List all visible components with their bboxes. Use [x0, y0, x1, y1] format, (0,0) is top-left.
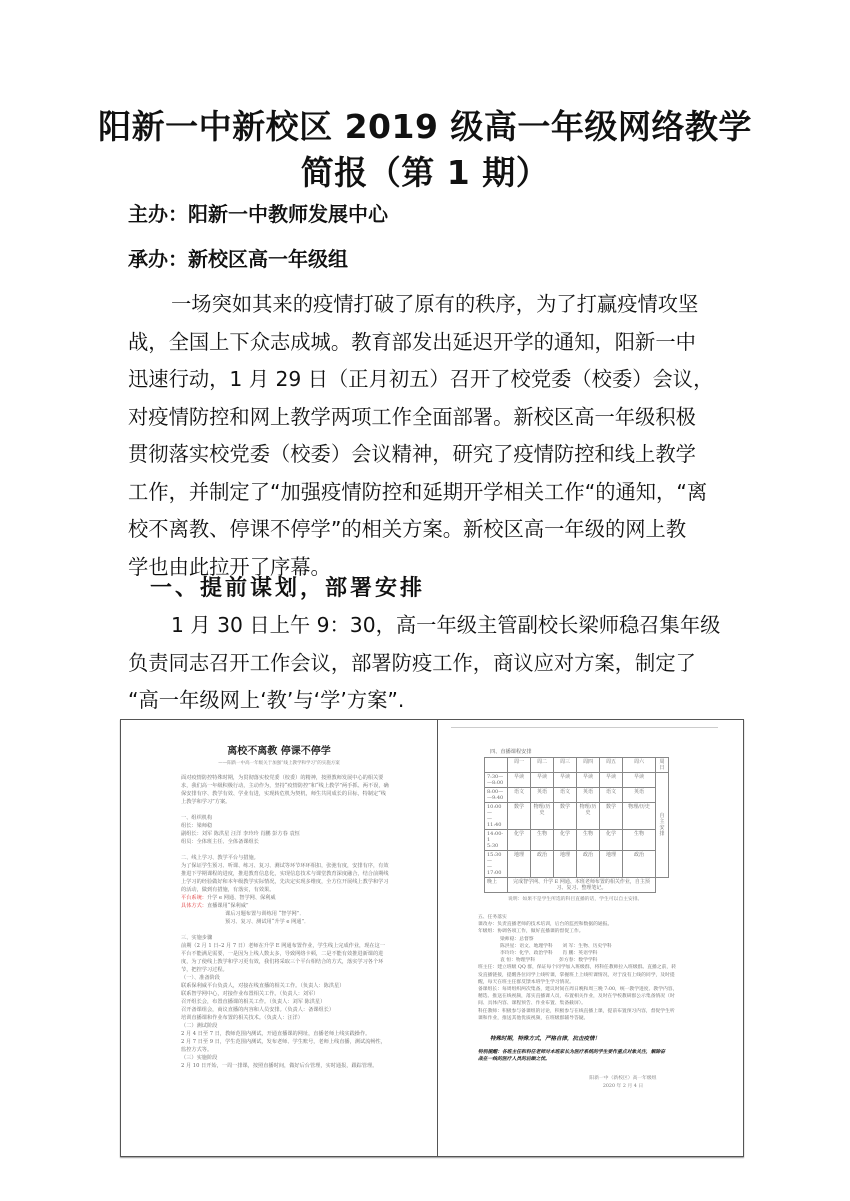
plan-intro: 面对疫情防控特殊时期，为贯彻落实校党委（校委）的精神，按照教师发展中心的相关要求，我们高一年级积极行动，主动作为，坚持“疫情防控”和“线上教学”两手抓、两不误，确保安排有序、教学有效、学业有进，实现转危机为契机，师生共同成长的目标，特制定“线上教学和学习”方案。 — [181, 775, 389, 805]
task-line: 科任教师：积极参与备课组的讨论，积极参与在线直播上课，提前布置预习内容，督促学生听课和作业，推送其他优质视频，在班级群辅导答疑。 — [478, 1008, 675, 1021]
schedule-evening-row — [485, 878, 669, 893]
platform-text: 为了保证学生预习、听课、练习、复习、测试等环节环环相扣，张弛有度，安排有序，有效推进下学期课程的进度，推进教育信息化，实现信息技术与课堂教育深度融合，结合前期线上学习的经验做好和本年级教学实际情况，先决定实现多维度，全方位开展线上教学和学习的活动，做到有措施，有落实，有效果。 — [181, 863, 389, 893]
header-cell: 周三 — [554, 758, 577, 773]
schedule-cell: 生物 — [531, 830, 554, 851]
task-line: 袁 恒：物理学科 彭方春：数学学科 — [500, 958, 598, 964]
section-1-paragraph — [128, 607, 724, 720]
schedule-note: 说明：如果不是学生所选的科目直播的话，学生可以自主安排。 — [508, 897, 643, 902]
schedule-heading: 四、直播课程安排 — [490, 749, 532, 755]
header-cell: 周日 — [656, 758, 669, 773]
stage-2-line: 2 月 4 日至 7 日，教师范围内测试，开通直播课的网址，直播老师上线实践操作。 — [181, 1031, 371, 1037]
co-organizer: 承办：新校区高一年级组 — [128, 247, 348, 271]
task-line: 陈洪星：语文、地理学科 刘 军：生物、历史学科 — [500, 943, 612, 949]
schedule-cell: 化学 — [508, 830, 531, 851]
intro-line: 对疫情防控和网上教学两项工作全面部署。新校区高一年级积极 — [128, 404, 696, 429]
schedule-table — [484, 757, 669, 893]
schedule-cell: 早读 — [623, 773, 656, 788]
org-heading: 一、组织机构 — [181, 815, 213, 821]
stage-3-heading: （三）实施阶段 — [181, 1055, 218, 1061]
schedule-cell: 物理/历史 — [623, 803, 656, 830]
schedule-cell: 地理 — [600, 851, 623, 878]
schedule-cell: 化学 — [600, 830, 623, 851]
page-divider — [451, 727, 718, 728]
stage-1-line: 联系保利威平台负责人，对接在线直播的相关工作。（负责人：陈洪星） — [181, 983, 345, 989]
schedule-cell: 政治 — [531, 851, 554, 878]
plan-document-image — [121, 720, 438, 1156]
header-cell: 周六 — [623, 758, 656, 773]
signature-date: 2020 年 2 月 4 日 — [602, 1084, 644, 1090]
schedule-cell: 数学 — [554, 803, 577, 830]
org-line: 组长：梁师稳 — [181, 823, 213, 829]
evening-label: 晚上 — [485, 878, 508, 893]
task-line: 李玲玲：化学、政治学科 肖 鹏：英语学科 — [500, 951, 598, 957]
schedule-cell: 英语 — [577, 788, 600, 803]
sunday-cell: 自主安排 — [656, 773, 669, 878]
steps-heading: 三、实施步骤 — [181, 935, 213, 941]
time-cell: 15:30— —17:00 — [485, 851, 508, 878]
signature: 阳新一中（新校区）高一年级组 — [589, 1076, 657, 1082]
intro-line: 校不离教、停课不停学”的相关方案。新校区高一年级的网上教 — [128, 517, 687, 541]
slogan: 特殊时期，特殊方式，严格自律，抗击疫情！ — [490, 1036, 601, 1043]
task-line: 梁师稳：总督察 — [500, 936, 534, 942]
plan-body — [169, 774, 389, 1070]
stage-1-line: 召开备课组会，商议直播的内容和人员安排。（负责人：备课组长） — [181, 1007, 335, 1013]
tasks-block — [478, 914, 678, 1022]
schedule-cell: 生物 — [623, 830, 656, 851]
steps-text: 前期（2 月 1 日–2 月 7 日）老师在升学 E 网通布置作业，学生线上完成作业，现在这一平台不能满足需要，一是因为上线人数太多，导致网络卡顿，二是不能有效推进新课的进度，为了使线上教学和学习更有效，我们将采取三个平台相结合的方式，落实学习各个环节，把控学习过程。 — [181, 943, 385, 973]
organizer: 主办：阳新一中教师发展中心 — [128, 202, 388, 226]
task-line: 备课组长：每周组织两次集备，建议时间在周日晚和周三晚 7:00，统一教学进度、教学内容，精选、推送在线视频，落实直播课人员，布置相关作业，及时在学校教研群公示集备情况（时间、具体内容、课程预告、作业布置、集备截屏）。 — [478, 987, 678, 1007]
schedule-cell: 早读 — [508, 773, 531, 788]
special-note: 特别提醒：各班主任和科任老师对本班家长为医疗系统的学生要作重点对象关注，解除奋战在一线的医疗人员的后顾之忧。 — [478, 1050, 666, 1063]
schedule-cell: 物理/历史 — [577, 803, 600, 830]
stage-1-line: 召开组长会，布置直播课的相关工作。（负责人：刘军 陈洪星） — [181, 999, 326, 1005]
time-cell: 10:00— —11:40 — [485, 803, 508, 830]
schedule-cell: 早读 — [554, 773, 577, 788]
time-cell: 14:00-1 5:30 — [485, 830, 508, 851]
schedule-row — [485, 830, 669, 851]
schedule-cell: 英语 — [531, 788, 554, 803]
intro-line: 一场突如其来的疫情打破了原有的秩序，为了打赢疫情攻坚 — [171, 292, 699, 316]
document-title-line-1: 阳新一中新校区 2019 级高一年级网络教学 — [98, 107, 752, 146]
platform-value: 升学 e 网通、智学网、保利威 — [206, 895, 276, 901]
schedule-cell: 地理 — [508, 851, 531, 878]
task-line: 班主任：建立班级 QQ 群，保证每个同学加入班级群，将科任教师拉入班级群。直播之前，转发直播链接，提醒各位同学上线听课，掌握班上上线听课情况，对于没有上线的同学，及时提醒，每天在班主任群反馈本班学生学习情况。 — [478, 965, 676, 985]
method-label: 具体方式： — [181, 903, 207, 909]
evening-text: 完成智学网、升学 E 网通、本班老师布置的相关作业，自主预习、复习、整理笔记。 — [508, 878, 656, 893]
stage-1-line: 培训直播课和作业布置的相关技术。（负责人：汪洋） — [181, 1015, 303, 1021]
plan-subtitle: ——阳新一中高一年级关于加强“线上教学和学习”的实施方案 — [218, 761, 340, 766]
section-1-line: 负责同志召开工作会议，部署防疫工作，商议应对方案，制定了 — [128, 650, 696, 675]
schedule-cell: 数学 — [600, 803, 623, 830]
platform-heading: 二、线上学习、教学平台与措施。 — [181, 855, 259, 861]
intro-line: 工作，并制定了“加强疫情防控和延期开学相关工作“的通知，“离 — [128, 479, 708, 504]
time-cell: 7:30— —8:00 — [485, 773, 508, 788]
section-1-line: 1 月 30 日上午 9：30，高一年级主管副校长梁师稳召集年级 — [171, 613, 721, 637]
stage-2-line: 2 月 7 日至 9 日，学生范围内测试，发布老师、学生账号，老师上线直播，测试流畅性，监控方式等。 — [181, 1039, 386, 1053]
schedule-cell: 语文 — [600, 788, 623, 803]
method-line: 课后习题布置与训练用 “智学网”． — [225, 911, 305, 917]
schedule-row — [485, 788, 669, 803]
intro-paragraph — [128, 286, 724, 586]
schedule-cell: 地理 — [554, 851, 577, 878]
section-1-line: “高一年级网上‘教’与‘学’方案”. — [128, 688, 405, 712]
tasks-heading: 五、任务落实 — [478, 915, 507, 920]
signature-block — [588, 1075, 658, 1091]
schedule-header-row — [485, 758, 669, 773]
header-cell: 周四 — [577, 758, 600, 773]
method-line: 预习、复习、测试用“升学 e 网通”． — [225, 919, 310, 925]
stage-2-heading: （二）测试阶段 — [181, 1023, 218, 1029]
schedule-cell: 语文 — [554, 788, 577, 803]
intro-line: 贯彻落实校党委（校委）会议精神，研究了疫情防控和线上教学 — [128, 442, 696, 466]
header-cell: 周一 — [508, 758, 531, 773]
schedule-cell: 政治 — [623, 851, 656, 878]
header-cell — [485, 758, 508, 773]
section-1-heading: 一、提前谋划，部署安排 — [150, 575, 426, 601]
schedule-cell: 生物 — [577, 830, 600, 851]
schedule-row — [485, 851, 669, 878]
schedule-cell: 化学 — [554, 830, 577, 851]
schedule-row — [485, 773, 669, 788]
stage-1-line: 联系智学网中心，对接作业布置相关工作。（负责人：刘军） — [181, 991, 319, 997]
header-cell: 周二 — [531, 758, 554, 773]
document-title-line-2: 简报（第 1 期） — [300, 153, 550, 192]
method-line: 直播课用“保利威” — [206, 903, 249, 909]
org-line: 组员：全体班主任、全体备课组长 — [181, 839, 259, 845]
task-line: 年级组：协调各项工作，做好直播课的督促工作。 — [478, 929, 584, 935]
schedule-document-image — [438, 720, 743, 1156]
embedded-document-images — [120, 719, 744, 1157]
schedule-cell: 语文 — [508, 788, 531, 803]
schedule-row — [485, 803, 669, 830]
plan-title: 离校不离教 停课不停学 — [227, 746, 331, 757]
schedule-cell: 早读 — [600, 773, 623, 788]
stage-1-heading: （一）、准备阶段 — [181, 975, 220, 981]
intro-line: 迅速行动，1 月 29 日（正月初五）召开了校党委（校委）会议， — [128, 367, 714, 391]
platform-label: 平台系统： — [181, 895, 207, 901]
header-cell: 周五 — [600, 758, 623, 773]
schedule-cell: 早读 — [531, 773, 554, 788]
org-line: 副组长：刘军 陈洪星 汪洋 李玲玲 肖鹏 彭方春 袁恒 — [181, 831, 300, 837]
intro-line: 学也由此拉开了序幕。 — [128, 554, 331, 579]
schedule-cell: 物理/历史 — [531, 803, 554, 830]
schedule-cell: 政治 — [577, 851, 600, 878]
schedule-cell: 数学 — [508, 803, 531, 830]
schedule-cell: 早读 — [577, 773, 600, 788]
intro-line: 战，全国上下众志成城。教育部发出延迟开学的通知，阳新一中 — [128, 329, 696, 354]
stage-3-text: 2 月 10 日开始，一周一排课，按照直播时间，做好后台管理，实时通报，跟踪管理。 — [181, 1063, 378, 1069]
task-line: 课改办：负责直播老师的技术培训，后台的监控和数据的通报。 — [478, 922, 613, 928]
schedule-cell: 英语 — [623, 788, 656, 803]
time-cell: 8:00— —9:40 — [485, 788, 508, 803]
